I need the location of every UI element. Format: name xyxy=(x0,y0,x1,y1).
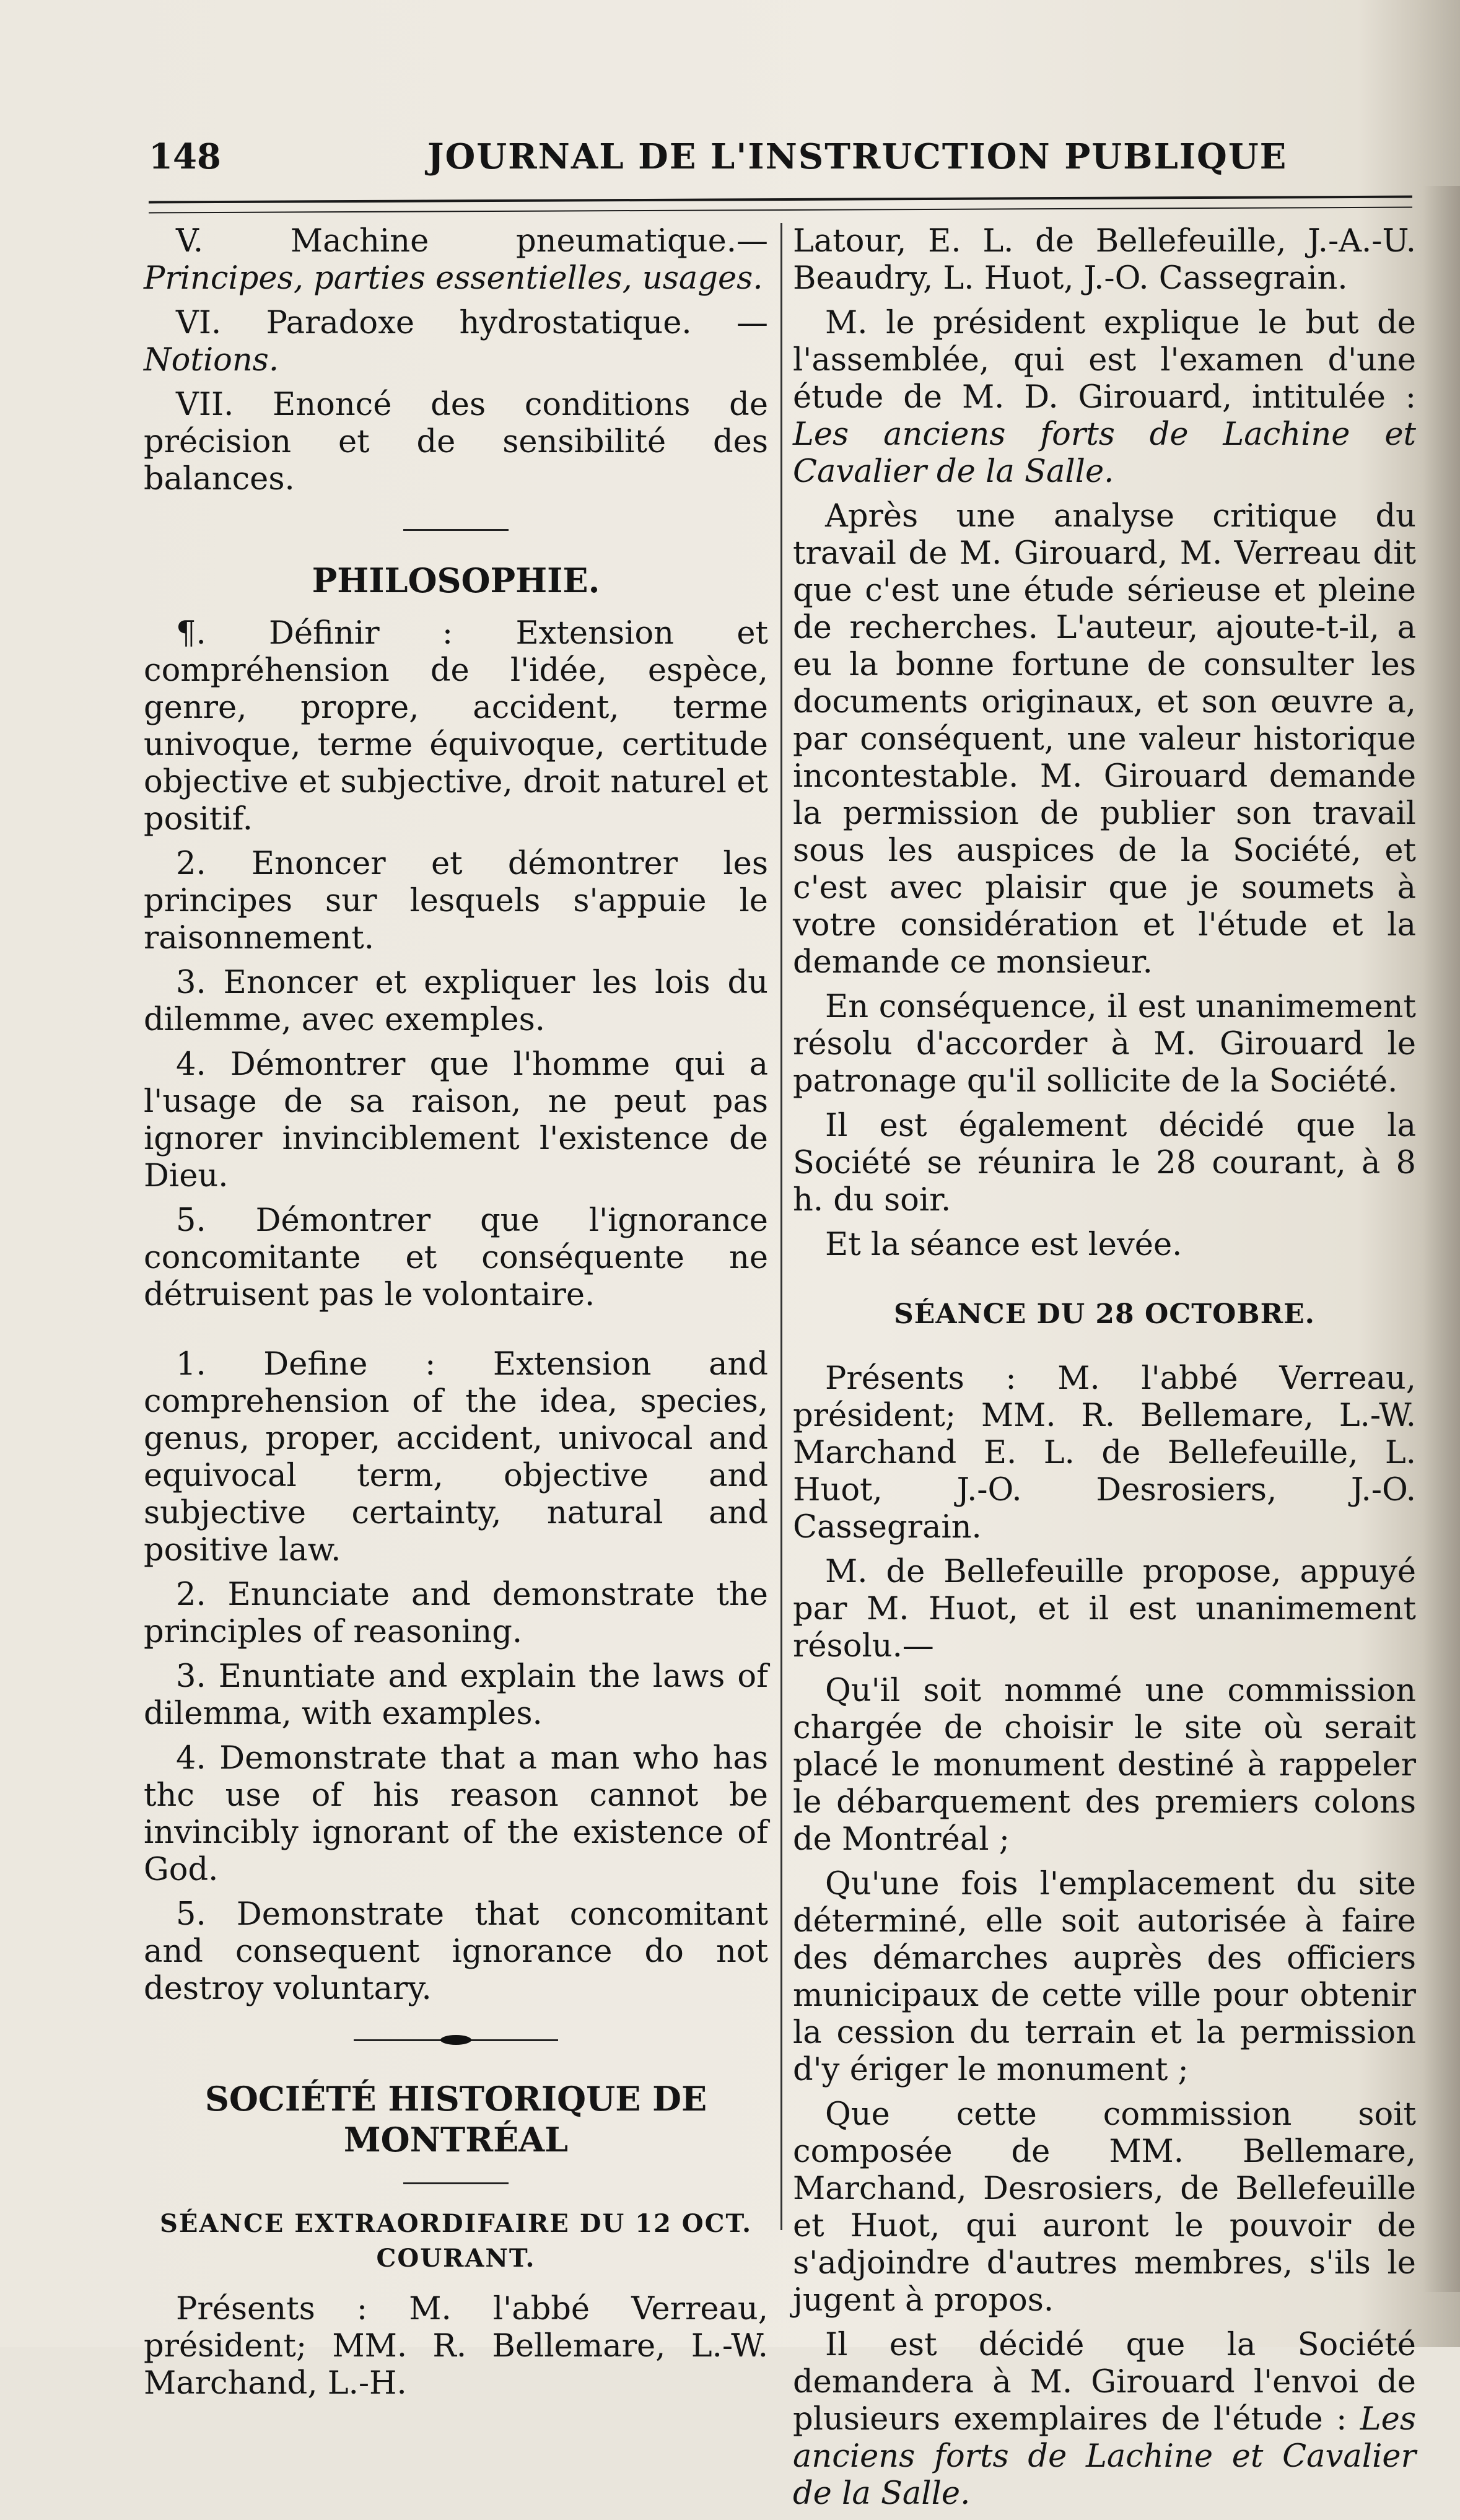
philosophy-en-item: 5. Demonstrate that concomitant and consequent ignorance do not destroy voluntary. xyxy=(144,1896,768,2007)
paragraph: Il est également décidé que la Société se réunira le 28 courant, à 8 h. du soir. xyxy=(793,1108,1416,1218)
paragraph: Après une analyse critique du travail de M. Girouard, M. Verreau dit que c'est une étude sérieuse et pleine de recherches. L'auteur, ajoute-t-il, a eu la bonne fortune de consulter les documents originaux, et son œuvre a, par conséquent, une valeur historique incontestable. M. Girouard demande la permission de publier son travail sous les auspices de la Société, et c'est avec plaisir que je soumets à votre considération et l'étude et la demande ce monsieur. xyxy=(793,498,1416,981)
session-heading: SÉANCE EXTRAORDIFAIRE DU 12 OCT. COURANT. xyxy=(159,2209,753,2273)
right-column xyxy=(793,223,1416,2520)
philosophy-fr-item: 5. Démontrer que l'ignorance concomitante et conséquente ne détruisent pas le volontaire. xyxy=(144,1202,768,1313)
philosophy-heading: PHILOSOPHIE. xyxy=(312,561,600,600)
paragraph: Qu'il soit nommé une commission chargée de choisir le site où serait placé le monument destiné à rappeler le débarquement des premiers colons de Montréal ; xyxy=(793,1673,1416,1858)
physics-item-5: V. Machine pneumatique.—Principes, parties essentielles, usages. xyxy=(144,223,768,297)
paragraph: M. le président explique le but de l'assemblée, qui est l'examen d'une étude de M. D. Girouard, intitulée : Les anciens forts de Lachine et Cavalier de la Salle. xyxy=(793,305,1416,490)
philosophy-fr-item: ¶. Définir : Extension et compréhension de l'idée, espèce, genre, propre, accident, terme univoque, terme équivoque, certitude objective et subjective, droit naturel et positif. xyxy=(144,615,768,838)
header-double-rule xyxy=(149,196,1412,214)
paragraph: Et la séance est levée. xyxy=(825,1227,1182,1263)
left-column xyxy=(144,223,768,2410)
philosophy-en-item: 4. Demonstrate that a man who has thc use of his reason cannot be invincibly ignorant of the existence of God. xyxy=(144,1740,768,1888)
physics-item-7: VII. Enoncé des conditions de précision et de sensibilité des balances. xyxy=(144,387,768,497)
page-edge-shadow xyxy=(1423,186,1460,2292)
physics-item-6: VI. Paradoxe hydrostatique. — Notions. xyxy=(144,305,768,378)
paragraph: Que cette commission soit composée de MM. Bellemare, Marchand, Desrosiers, de Bellefeuille et Huot, qui auront le pouvoir de s'adjoindre d'autres membres, s'ils le jugent à propos. xyxy=(793,2096,1416,2319)
column-divider xyxy=(780,223,782,2230)
running-title: JOURNAL DE L'INSTRUCTION PUBLIQUE xyxy=(427,136,1288,177)
section-rule xyxy=(403,529,509,531)
philosophy-en-item: 2. Enunciate and demonstrate the principles of reasoning. xyxy=(144,1577,768,1650)
philosophy-fr-item: 2. Enoncer et démontrer les principes sur lesquels s'appuie le raisonnement. xyxy=(144,846,768,956)
society-heading: SOCIÉTÉ HISTORIQUE DE MONTRÉAL xyxy=(204,2079,707,2159)
page-number: 148 xyxy=(149,136,221,177)
present-members: Présents : M. l'abbé Verreau, président; MM. R. Bellemare, L.-W. Marchand, L.-H. xyxy=(144,2291,768,2402)
philosophy-fr-item: 3. Enoncer et expliquer les lois du dilemme, avec exemples. xyxy=(144,965,768,1038)
paragraph: M. de Bellefeuille propose, appuyé par M. Huot, et il est unanimement résolu.— xyxy=(793,1554,1416,1665)
paragraph: Latour, E. L. de Bellefeuille, J.-A.-U. Beaudry, L. Huot, J.-O. Cassegrain. xyxy=(793,223,1416,297)
paragraph: En conséquence, il est unanimement résolu d'accorder à M. Girouard le patronage qu'il sollicite de la Société. xyxy=(793,989,1416,1100)
paragraph: Qu'une fois l'emplacement du site déterminé, elle soit autorisée à faire des démarches auprès des officiers municipaux de cette ville pour obtenir la cession du terrain et la permission d'y ériger le monument ; xyxy=(793,1866,1416,2088)
page-header xyxy=(149,136,1406,192)
paragraph: Présents : M. l'abbé Verreau, président; MM. R. Bellemare, L.-W. Marchand E. L. de Bellefeuille, L. Huot, J.-O. Desrosiers, J.-O. Cassegrain. xyxy=(793,1360,1416,1546)
philosophy-en-item: 3. Enuntiate and explain the laws of dilemma, with examples. xyxy=(144,1658,768,1732)
paragraph: Il est décidé que la Société demandera à M. Girouard l'envoi de plusieurs exemplaires de l'étude : Les anciens forts de Lachine et Cavalier de la Salle. xyxy=(793,2327,1416,2512)
philosophy-fr-item: 4. Démontrer que l'homme qui a l'usage de sa raison, ne peut pas ignorer invinciblement l'existence de Dieu. xyxy=(144,1046,768,1194)
section-rule xyxy=(403,2182,509,2184)
ornament-rule xyxy=(354,2032,558,2047)
session2-heading: SÉANCE DU 28 OCTOBRE. xyxy=(894,1298,1315,1330)
philosophy-en-item: 1. Define : Extension and comprehension of the idea, species, genus, proper, accident, univocal and equivocal term, objective and subjective certainty, natural and positive law. xyxy=(144,1346,768,1568)
